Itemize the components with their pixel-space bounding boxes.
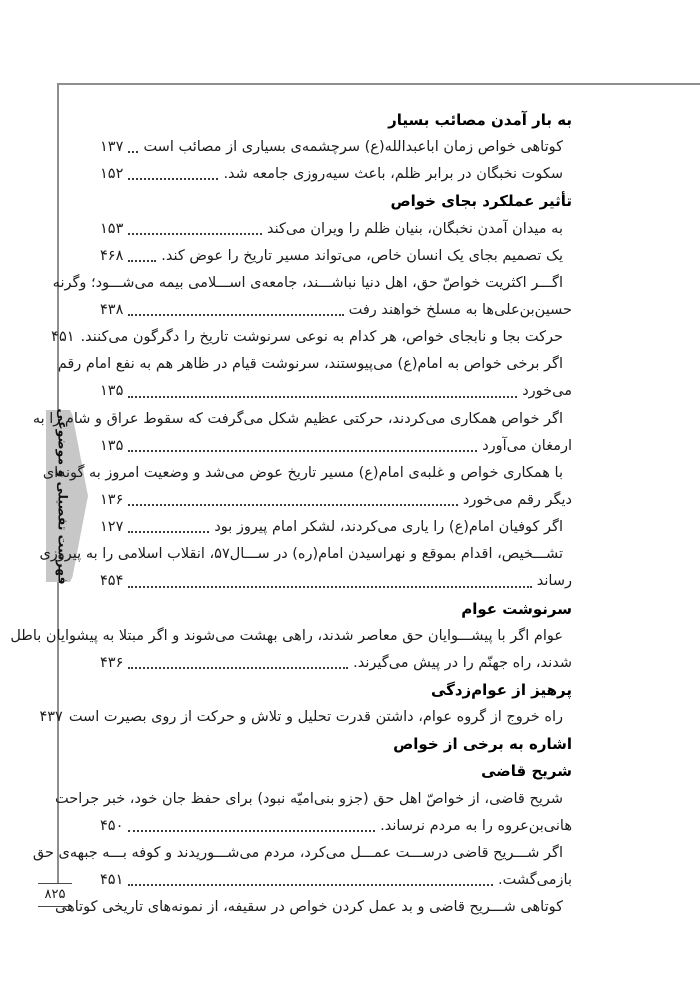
toc-wrap: اگر شـــریح قاضی درســـت عمـــل می‌کرد، مردم می‌شـــوریدند و کوفه بـــه جبهه‌ی حق (32, 844, 563, 861)
toc-page-number: ۴۵۱ (100, 871, 124, 888)
folio-number: ۸۲۵ (44, 887, 66, 902)
dotted-leader (123, 378, 522, 405)
toc-entry-text: راه خروج از گروه عوام، داشتن قدرت تحلیل و تلاش و حرکت از روی بصیرت است (68, 709, 563, 726)
toc-page-number: ۱۳۵ (100, 437, 124, 454)
toc-page-number: ۱۳۷ (100, 139, 124, 156)
toc-wrap: اگر برخی خواص به امام(ع) می‌پیوستند، سرنوشت قیام در ظاهر هم به نفع امام رقم (57, 356, 563, 373)
toc-wrap: شریح قاضی، از خواصّ اهل حق (جزو بنی‌امیّه نبود) برای حفظ جان خود، خبر جراحت (55, 790, 563, 807)
toc-page-number: ۱۳۵ (100, 383, 124, 400)
dotted-leader (123, 243, 161, 270)
sidebar-tab-label: فهرست تفصیلی و موضوعی (55, 407, 71, 585)
toc-heading: شریح قاضی (481, 762, 572, 781)
dotted-leader (123, 487, 463, 514)
toc-page-number: ۴۵۰ (100, 817, 124, 834)
toc-entry-text: می‌خورد (522, 383, 572, 400)
toc-cont (100, 297, 572, 324)
toc-page-number: ۱۲۷ (100, 519, 124, 536)
toc-cont (100, 378, 572, 405)
dotted-leader (123, 650, 353, 677)
toc-heading: پرهیز از عوام‌زدگی (430, 680, 572, 699)
toc-page-number: ۱۳۶ (100, 491, 124, 508)
toc-cont (100, 568, 572, 595)
toc-page-number: ۴۵۴ (100, 573, 124, 590)
dotted-leader (123, 433, 482, 460)
toc-cont (100, 487, 572, 514)
dotted-leader (123, 297, 348, 324)
toc-entry-text: حسین‌بن‌علی‌ها به مسلخ خواهند رفت (348, 301, 572, 318)
dotted-leader (123, 161, 223, 188)
toc-entry-text: دیگر رقم می‌خورد (462, 491, 572, 508)
toc-wrap: کوتاهی شـــریح قاضی و بد عمل کردن خواص در سقیفه، از نمونه‌های تاریخی کوتاهی (54, 899, 563, 916)
toc-cont (100, 650, 572, 677)
toc-page-number: ۴۳۷ (39, 709, 63, 726)
toc-entry (100, 161, 572, 188)
toc-entry-text: رساند (536, 573, 572, 590)
top-rule (57, 83, 700, 85)
dotted-leader (123, 514, 214, 541)
dotted-leader (123, 867, 498, 894)
dotted-leader (123, 134, 143, 161)
toc-entry (39, 704, 572, 731)
toc-entry-text: اگر کوفیان امام(ع) را یاری می‌کردند، لشکر امام پیروز بود (214, 519, 563, 536)
toc-wrap: تشـــخیص، اقدام بموقع و نهراسیدن امام(ره) در ســـال۵۷، انقلاب اسلامی را به پیروزی (39, 546, 563, 563)
toc-wrap: اگـــر اکثریت خواصّ حق، اهل دنیا نباشـــند، جامعه‌ی اســـلامی بیمه می‌شـــود؛ وگرنه (52, 274, 563, 291)
toc-heading: به بار آمدن مصائب بسیار (388, 111, 572, 129)
toc-wrap: اگر خواص همکاری می‌کردند، حرکتی عظیم شکل می‌گرفت که سقوط عراق و شام را به (32, 410, 563, 427)
toc-heading: اشاره به برخی از خواص (393, 735, 572, 754)
toc-entry (100, 216, 572, 243)
toc-cont (100, 867, 572, 894)
toc-page-number: ۱۵۳ (100, 220, 124, 237)
toc-entry (100, 134, 572, 161)
dotted-leader (123, 568, 536, 595)
dotted-leader (123, 216, 267, 243)
toc-page-number: ۴۳۸ (100, 301, 124, 318)
toc-wrap: با همکاری خواص و غلبه‌ی امام(ع) مسیر تاریخ عوض می‌شد و وضعیت امروز به گونه‌ای (42, 464, 563, 481)
toc-page-number: ۴۳۶ (100, 654, 124, 671)
dotted-leader (63, 704, 69, 731)
toc-entry-text: سکوت نخبگان در برابر ظلم، باعث سیه‌روزی جامعه شد. (223, 166, 563, 183)
toc-page-number: ۱۵۲ (100, 166, 124, 183)
toc-heading: تأثیر عملکرد بجای خواص (390, 192, 572, 211)
toc-entry-text: یک تصمیم بجای یک انسان خاص، می‌تواند مسیر تاریخ را عوض کند. (161, 247, 563, 264)
dotted-leader (123, 813, 380, 840)
toc-cont (100, 433, 572, 460)
toc-entry (51, 324, 572, 351)
toc-entry-text: کوتاهی خواص زمان اباعبدالله(ع) سرچشمه‌ی بسیاری از مصائب است (143, 139, 563, 156)
dotted-leader (75, 324, 81, 351)
toc-entry-text: حرکت بجا و نابجای خواص، هر کدام به نوعی سرنوشت تاریخ را دگرگون می‌کنند. (80, 329, 563, 346)
toc-page-number: ۴۵۱ (51, 329, 75, 346)
toc-entry (100, 514, 572, 541)
toc-entry-text: هانی‌بن‌عروه را به مردم نرساند. (380, 817, 572, 834)
toc-cont (100, 813, 572, 840)
toc-heading: سرنوشت عوام (461, 599, 572, 618)
toc-entry-text: ارمغان می‌آورد (482, 437, 572, 454)
toc-entry-text: شدند، راه جهنّم را در پیش می‌گیرند. (353, 654, 572, 671)
toc-page-number: ۴۶۸ (100, 247, 124, 264)
toc-wrap: عوام اگر با پیشـــوایان حق معاصر شدند، راهی بهشت می‌شوند و اگر مبتلا به پیشوایان باطل (10, 627, 563, 644)
toc-entry-text: بازمی‌گشت. (498, 871, 572, 888)
toc-entry (100, 243, 572, 270)
toc-entry-text: به میدان آمدن نخبگان، بنیان ظلم را ویران می‌کند (266, 220, 563, 237)
